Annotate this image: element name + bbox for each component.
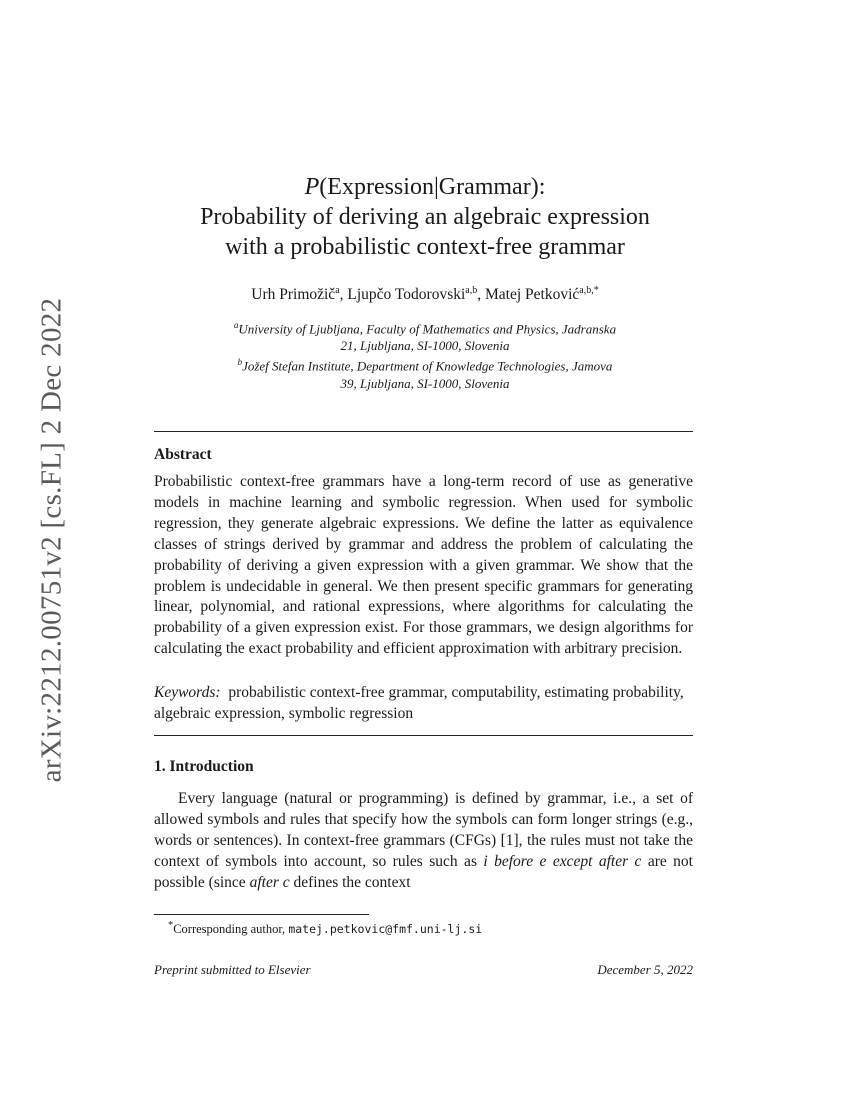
author-email: matej.petkovic@fmf.uni-lj.si bbox=[288, 922, 483, 937]
author-affiliation-mark: a,b bbox=[465, 285, 478, 296]
affiliation-b-line-2: 39, Ljubljana, SI-1000, Slovenia bbox=[340, 375, 510, 391]
intro-text: Every language (natural or programming) is defined by grammar, i.e., a set of allowed symbols and rules that specify how the symbols can form longer strings (e.g., words or sentences). In context-free grammars (CFGs) [1], the rules must not take the context of symbols into account, so rules such as bbox=[154, 790, 693, 870]
keywords-label: Keywords: bbox=[154, 684, 221, 701]
title-line-1 bbox=[150, 172, 700, 202]
footnote-text: Corresponding author, bbox=[173, 922, 289, 937]
intro-text: are not possible (since bbox=[154, 852, 693, 891]
title-line-1-rest: (Expression|Grammar): bbox=[319, 174, 546, 200]
section-heading-introduction: 1. Introduction bbox=[154, 758, 254, 775]
abstract-text: Probabilistic context-free grammars have a long-term record of use as generative models in machine learning and symbolic regression. When used for symbolic regression, they generate algebraic expressions. We define the latter as equivalence classes of strings derived by grammar and address the problem of calculating the probability of deriving a given expression with a given grammar. We show that the problem is undecidable in general. We then present specific grammars for generating linear, polynomial, and rational expressions, where algorithms for calculating the probability of a given expression exist. For those grammars, we design algorithms for calculating the exact probability and efficient approximation with arbitrary precision. bbox=[154, 473, 693, 658]
affiliation-a-line-2: 21, Ljubljana, SI-1000, Slovenia bbox=[340, 338, 510, 354]
author-affiliation-mark: a bbox=[335, 285, 340, 296]
title-line-2: Probability of deriving an algebraic expression bbox=[200, 204, 650, 230]
introduction-paragraph bbox=[154, 789, 693, 894]
affiliation-mark: b bbox=[237, 357, 243, 368]
arxiv-identifier-stamp: arXiv:2212.00751v2 [cs.FL] 2 Dec 2022 bbox=[35, 297, 68, 783]
author-name: Matej Petković bbox=[485, 286, 580, 304]
intro-italic-context: after c bbox=[249, 873, 290, 891]
footnote-marker: * bbox=[168, 920, 174, 931]
affiliation-a-line-1 bbox=[150, 317, 700, 337]
paper-title bbox=[150, 172, 700, 262]
abstract-heading: Abstract bbox=[154, 446, 212, 463]
intro-text: defines the context bbox=[289, 873, 411, 891]
intro-italic-example: i before e except after c bbox=[483, 852, 642, 870]
title-line-3: with a probabilistic context-free grammar bbox=[225, 234, 625, 260]
author-list: Urh Primožič$^a$, Ljupčo Todorovski$^{a,b}$, Matej Petković$^{a,b,*}$ bbox=[251, 285, 599, 304]
abstract-bottom-rule bbox=[154, 735, 693, 736]
footnote-rule bbox=[154, 914, 369, 915]
abstract-top-rule bbox=[154, 431, 693, 432]
author-name: Urh Primožič bbox=[251, 286, 336, 304]
affiliation-b-line-1 bbox=[150, 354, 700, 374]
footer-preprint-note: Preprint submitted to Elsevier bbox=[154, 962, 311, 977]
footnote bbox=[168, 920, 482, 937]
title-probability-symbol: P bbox=[304, 174, 320, 200]
affiliation-mark: a bbox=[233, 320, 239, 330]
keywords bbox=[154, 683, 693, 725]
author-name: Ljupčo Todorovski bbox=[347, 286, 466, 304]
footer-date: December 5, 2022 bbox=[597, 962, 693, 977]
affiliations bbox=[150, 317, 700, 392]
affiliation-text: University of Ljubljana, Faculty of Mathematics and Physics, Jadranska bbox=[238, 321, 617, 337]
author-affiliation-mark: a,b,* bbox=[579, 285, 599, 296]
affiliation-text: Jožef Stefan Institute, Department of Knowledge Technologies, Jamova bbox=[242, 358, 613, 374]
keywords-text: probabilistic context-free grammar, computability, estimating probability, algebraic expression, symbolic regression bbox=[154, 684, 684, 722]
